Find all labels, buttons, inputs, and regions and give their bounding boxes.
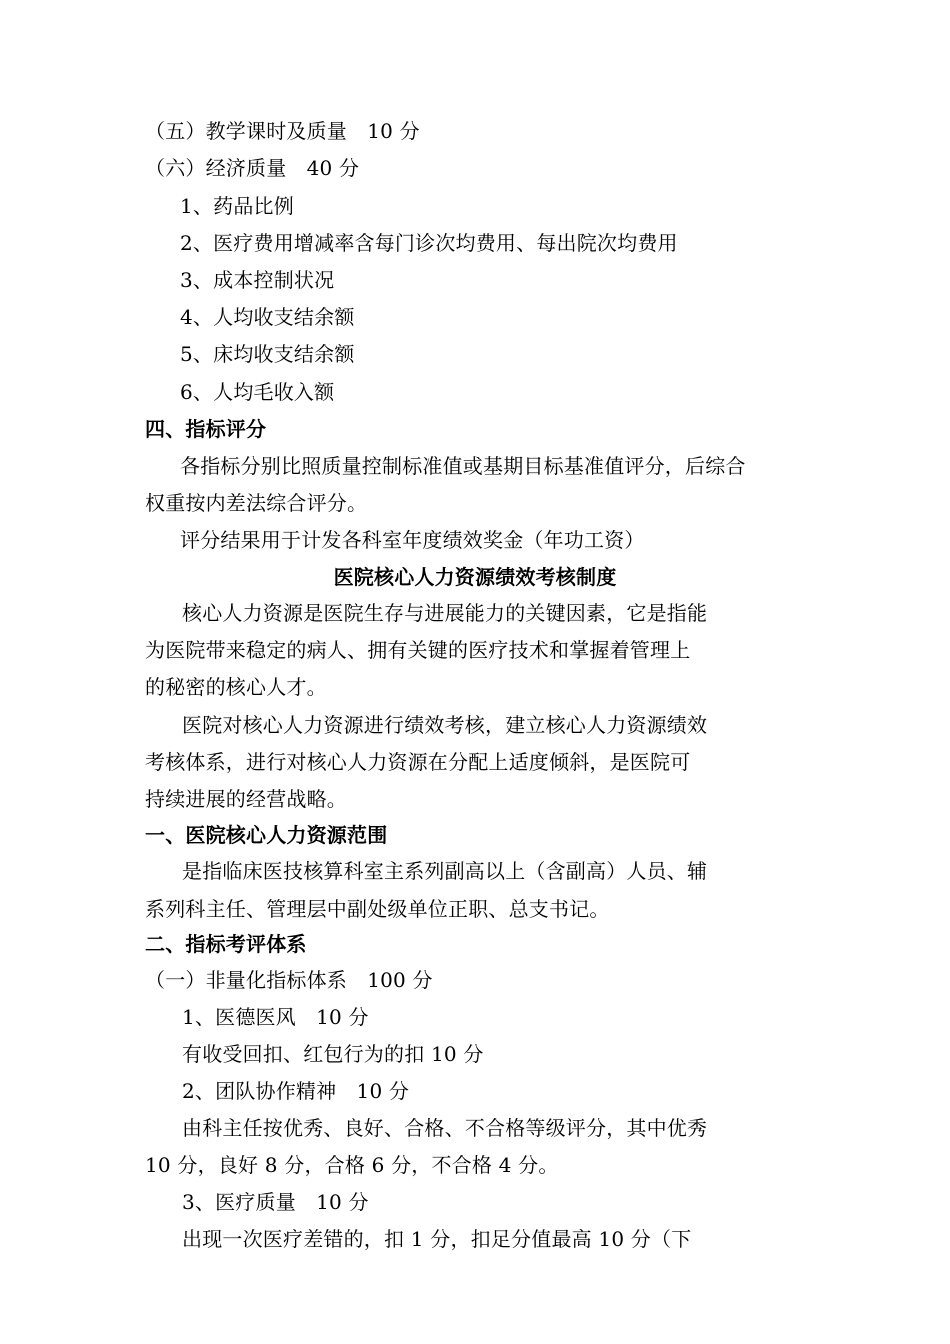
item-medical-cost-rate: 2、医疗费用增减率含每门诊次均费用、每出院次均费用: [180, 231, 678, 255]
paragraph-core-hr-line-3: 的秘密的核心人才。: [145, 675, 327, 699]
paragraph-core-hr-line-1: 核心人力资源是医院生存与进展能力的关键因素，它是指能: [182, 601, 708, 625]
item-per-capita-gross-income: 6、人均毛收入额: [180, 380, 335, 404]
item-medical-ethics: 1、医德医风 10 分: [182, 1005, 369, 1029]
item-drug-ratio: 1、药品比例: [180, 194, 294, 218]
paragraph-scoring-line-1: 各指标分别比照质量控制标准值或基期目标基准值评分，后综合: [180, 454, 746, 478]
paragraph-scoring-result: 评分结果用于计发各科室年度绩效奖金（年功工资）: [180, 528, 645, 552]
item-teamwork-detail-line-2: 10 分，良好 8 分，合格 6 分，不合格 4 分。: [145, 1153, 559, 1177]
paragraph-scoring-line-2: 权重按内差法综合评分。: [145, 491, 368, 515]
document-title: 医院核心人力资源绩效考核制度: [333, 565, 617, 589]
paragraph-assessment-line-1: 医院对核心人力资源进行绩效考核，建立核心人力资源绩效: [182, 713, 708, 737]
heading-indicator-scoring: 四、指标评分: [145, 417, 267, 441]
item-medical-quality: 3、医疗质量 10 分: [182, 1190, 369, 1214]
paragraph-scope-line-2: 系列科主任、管理层中副处级单位正职、总支书记。: [145, 897, 610, 921]
item-medical-ethics-detail: 有收受回扣、红包行为的扣 10 分: [182, 1042, 484, 1066]
paragraph-core-hr-line-2: 为医院带来稳定的病人、拥有关键的医疗技术和掌握着管理上: [145, 638, 691, 662]
item-per-bed-balance: 5、床均收支结余额: [180, 342, 355, 366]
heading-core-hr-scope: 一、医院核心人力资源范围: [145, 823, 388, 847]
item-per-capita-balance: 4、人均收支结余额: [180, 305, 355, 329]
item-medical-quality-detail: 出现一次医疗差错的，扣 1 分，扣足分值最高 10 分（下: [182, 1227, 692, 1251]
item-teamwork-detail-line-1: 由科主任按优秀、良好、合格、不合格等级评分，其中优秀: [182, 1116, 708, 1140]
subheading-non-quantitative: （一）非量化指标体系 100 分: [145, 968, 433, 992]
paragraph-scope-line-1: 是指临床医技核算科室主系列副高以上（含副高）人员、辅: [182, 859, 708, 883]
item-cost-control: 3、成本控制状况: [180, 268, 335, 292]
section-6-economic-quality: （六）经济质量 40 分: [145, 156, 360, 180]
paragraph-assessment-line-2: 考核体系，进行对核心人力资源在分配上适度倾斜，是医院可: [145, 750, 691, 774]
heading-indicator-system: 二、指标考评体系: [145, 932, 307, 956]
paragraph-assessment-line-3: 持续进展的经营战略。: [145, 787, 347, 811]
section-5-teaching-hours: （五）教学课时及质量 10 分: [145, 119, 420, 143]
item-teamwork: 2、团队协作精神 10 分: [182, 1079, 410, 1103]
